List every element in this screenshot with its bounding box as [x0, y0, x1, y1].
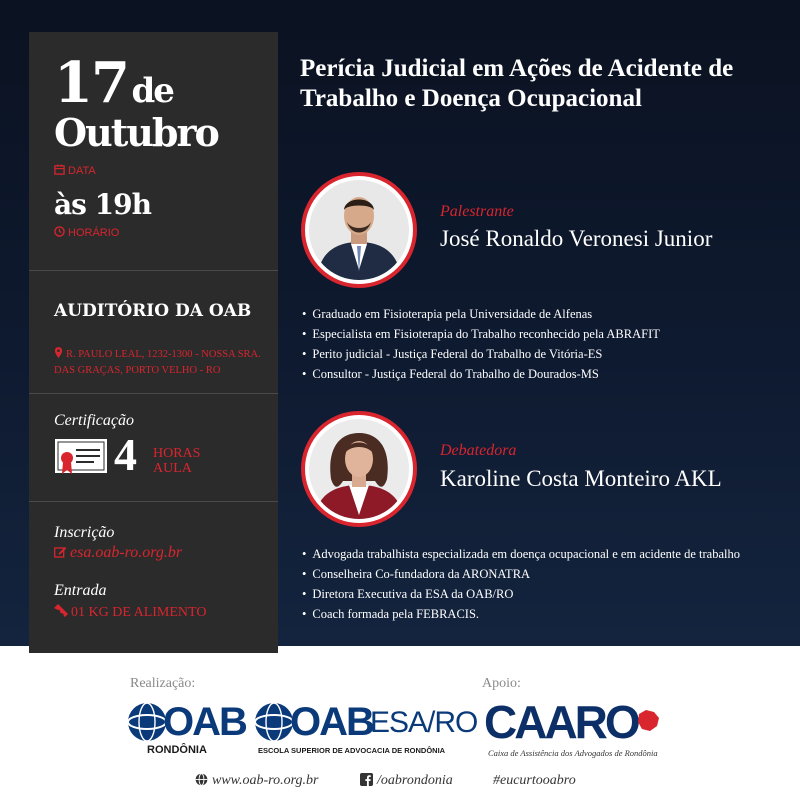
certification-hours: 4 — [114, 429, 137, 480]
hashtag: #eucurtooabro — [493, 773, 576, 788]
oab-rondonia-logo: OAB RONDÔNIA — [127, 700, 227, 762]
calendar-icon — [54, 164, 65, 175]
caaro-logo: CAARO Caixa de Assistência dos Advogados de Rondônia — [484, 698, 684, 762]
oab-globe-icon — [254, 700, 294, 744]
speaker-bio-list — [302, 304, 660, 384]
date-time-section — [29, 32, 278, 271]
entry-label: Entrada — [54, 582, 107, 599]
certificate-icon — [54, 438, 108, 478]
speaker-avatar — [301, 172, 417, 288]
debater-role: Debatedora — [440, 442, 517, 459]
realizacao-label: Realização: — [130, 676, 196, 691]
certification-unit: HORAS AULA — [153, 446, 201, 476]
list-item: • Advogada trabalhista especializada em doença ocupacional e em acidente de trabalho — [302, 544, 740, 564]
clock-icon — [54, 226, 65, 237]
list-item: • Graduado em Fisioterapia pela Universidade de Alfenas — [302, 304, 660, 324]
date-label: DATA — [54, 164, 96, 177]
registration-label: Inscrição — [54, 524, 115, 541]
date-month: Outubro — [54, 110, 218, 155]
speaker-role: Palestrante — [440, 203, 514, 220]
list-item: • Especialista em Fisioterapia do Trabalho reconhecido pela ABRAFIT — [302, 324, 660, 344]
globe-icon — [195, 773, 208, 786]
venue-title: AUDITÓRIO DA OAB — [54, 301, 252, 321]
facebook-icon — [360, 773, 373, 786]
debater-photo — [309, 419, 409, 519]
list-item: • Conselheira Co-fundadora da ARONATRA — [302, 564, 740, 584]
list-item: • Coach formada pela FEBRACIS. — [302, 604, 740, 624]
list-item: • Perito judicial - Justiça Federal do Trabalho de Vitória-ES — [302, 344, 660, 364]
ticket-icon — [54, 604, 68, 617]
debater-avatar — [301, 411, 417, 527]
time-label: HORÁRIO — [54, 226, 119, 239]
speaker-photo — [309, 180, 409, 280]
date-day: 17 — [54, 50, 128, 116]
list-item: • Diretora Executiva da ESA da OAB/RO — [302, 584, 740, 604]
edit-icon — [54, 546, 67, 558]
event-title: Perícia Judicial em Ações de Acidente de Trabalho e Doença Ocupacional — [300, 55, 734, 112]
rondonia-map-icon — [636, 708, 662, 734]
certification-label: Certificação — [54, 412, 134, 429]
entry-value: 01 KG DE ALIMENTO — [54, 604, 206, 621]
registration-link[interactable]: esa.oab-ro.org.br — [54, 544, 182, 562]
website-link[interactable]: www.oab-ro.org.br — [195, 773, 318, 789]
apoio-label: Apoio: — [482, 676, 521, 691]
esa-ro-logo: OAB ESA/RO ESCOLA SUPERIOR DE ADVOCACIA DE RONDÔNIA — [254, 700, 464, 762]
speaker-name: José Ronaldo Veronesi Junior — [440, 226, 713, 251]
event-time: às 19h — [54, 188, 151, 221]
debater-name: Karoline Costa Monteiro AKL — [440, 466, 722, 491]
debater-bio-list — [302, 544, 740, 624]
facebook-link[interactable]: /oabrondonia — [360, 773, 453, 789]
list-item: • Consultor - Justiça Federal do Trabalho de Dourados-MS — [302, 364, 660, 384]
venue-address: R. PAULO LEAL, 1232-1300 - NOSSA SRA. DAS GRAÇAS, PORTO VELHO - RO — [54, 349, 261, 376]
location-pin-icon — [54, 347, 63, 358]
date-de: de — [131, 71, 173, 111]
event-date — [54, 50, 173, 116]
